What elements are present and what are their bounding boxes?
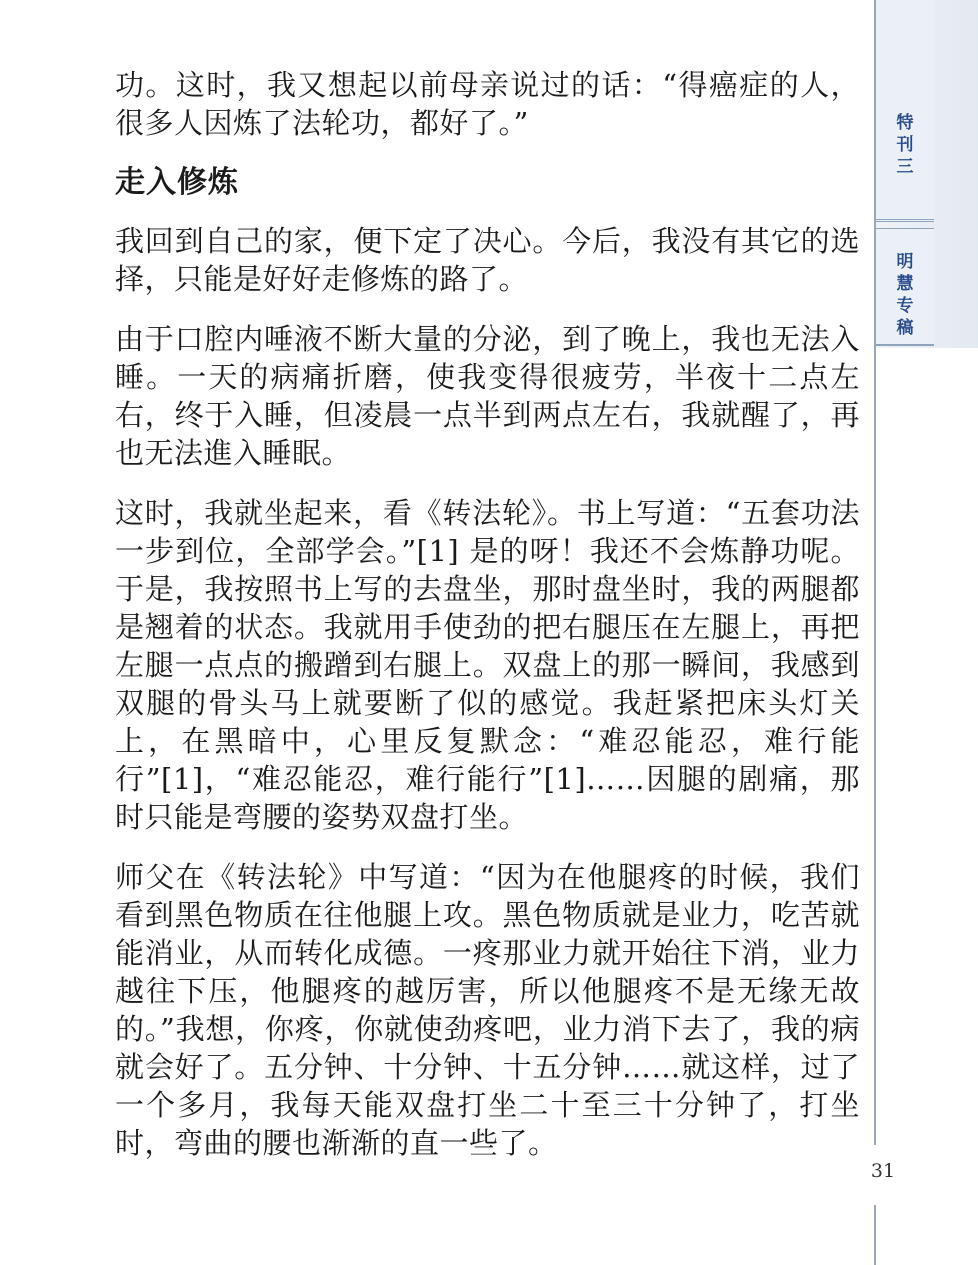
paragraph: 这时，我就坐起来，看《转法轮》。书上写道：“五套功法一步到位，全部学会。”[1] 是的呀！我还不会炼静功呢。于是，我按照书上写的去盘坐，那时盘坐时，我的两腿都是翘着的状态。我就用手使劲的把右腿压在左腿上，再把左腿一点点的搬蹭到右腿上。双盘上的那一瞬间，我感到双腿的骨头马上就要断了似的感觉。我赶紧把床头灯关上，在黑暗中，心里反复默念：“难忍能忍，难行能行”[1]，“难忍能忍，难行能行”[1]……因腿的剧痛，那时只能是弯腰的姿势双盘打坐。 <box>115 496 860 834</box>
page-number: 31 <box>870 1160 896 1182</box>
paragraph: 我回到自己的家，便下定了决心。今后，我没有其它的选择，只能是好好走修炼的路了。 <box>115 224 860 296</box>
article-body <box>115 66 860 1184</box>
side-tab-char: 刊 <box>896 135 914 155</box>
side-tab-special-issue <box>876 0 934 222</box>
side-tab-minghui-label <box>876 251 934 339</box>
side-tab-char: 三 <box>896 157 914 177</box>
paragraph: 由于口腔内唾液不断大量的分泌，到了晚上，我也无法入睡。一天的病痛折磨，使我变得很疲劳，半夜十二点左右，终于入睡，但凌晨一点半到两点左右，我就醒了，再也无法進入睡眠。 <box>115 322 860 470</box>
side-tab-char: 明 <box>896 252 914 272</box>
side-tab-minghui <box>876 228 934 346</box>
side-tab-char: 专 <box>896 296 914 316</box>
side-tab-char: 特 <box>896 113 914 133</box>
paragraph: 师父在《转法轮》中写道：“因为在他腿疼的时候，我们看到黑色物质在往他腿上攻。黑色物质就是业力，吃苦就能消业，从而转化成德。一疼那业力就开始往下消，业力越往下压，他腿疼的越厉害，所以他腿疼不是无缘无故的。”我想，你疼，你就使劲疼吧，业力消下去了，我的病就会好了。五分钟、十分钟、十五分钟……就这样，过了一个多月，我每天能双盘打坐二十至三十分钟了，打坐时，弯曲的腰也渐渐的直一些了。 <box>115 860 860 1160</box>
paragraph: 功。这时，我又想起以前母亲说过的话：“得癌症的人，很多人因炼了法轮功，都好了。” <box>115 68 860 140</box>
side-tab-special-issue-label <box>876 112 934 178</box>
side-rule-bottom <box>874 1205 876 1265</box>
section-heading: 走入修炼 <box>115 165 239 200</box>
side-tab-char: 慧 <box>896 274 914 294</box>
side-tab-char: 稿 <box>896 318 914 338</box>
